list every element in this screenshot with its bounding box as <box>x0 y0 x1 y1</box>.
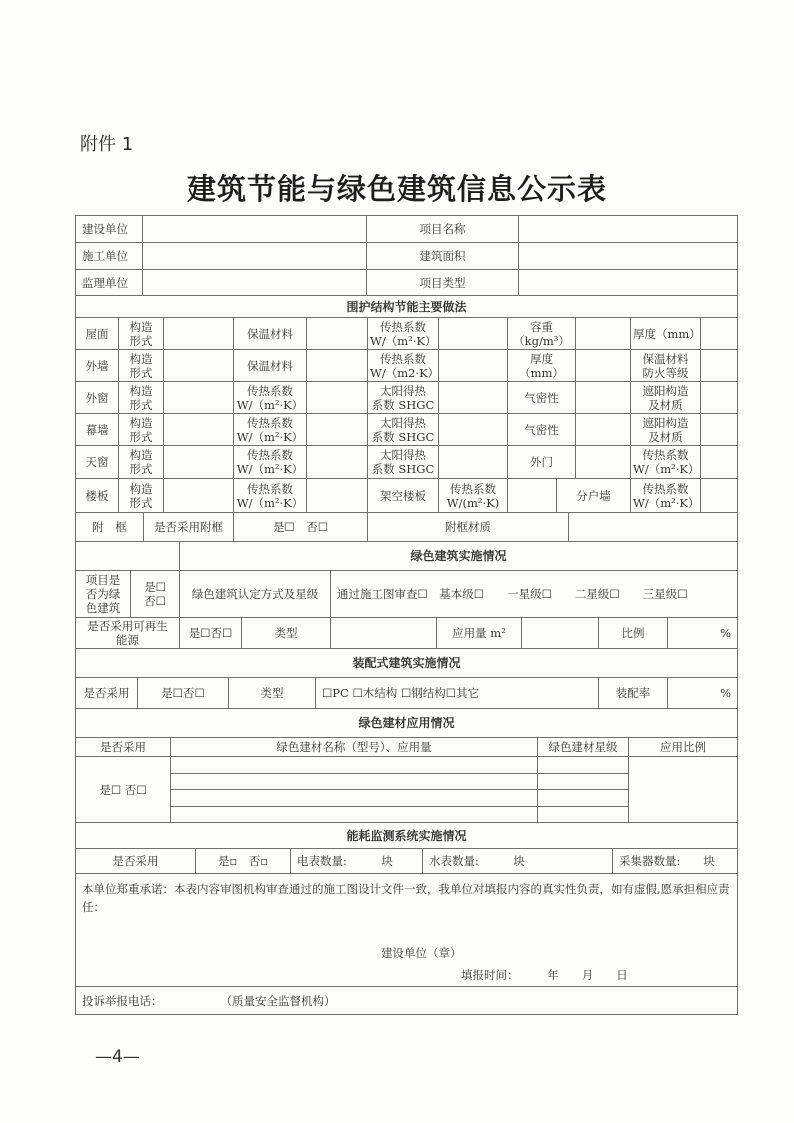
wall-structure-label: 构造 形式 <box>118 349 164 382</box>
seal-label: 建设单位（章） <box>381 946 462 960</box>
curtain-airtight-label: 气密性 <box>507 413 576 446</box>
door-u-field[interactable] <box>700 445 738 479</box>
monitoring-adopt-label: 是否采用 <box>75 848 196 874</box>
section-monitoring: 能耗监测系统实施情况 <box>75 822 738 849</box>
elevated-floor-label: 架空楼板 <box>367 478 439 513</box>
frame-material-field[interactable] <box>568 512 738 542</box>
wall-thickness-label: 厚度 （mm） <box>507 349 576 382</box>
curtain-shgc-label: 太阳得热 系数 SHGC <box>367 413 439 446</box>
skylight-shgc-field[interactable] <box>438 445 508 479</box>
form-title: 建筑节能与绿色建筑信息公示表 <box>186 172 607 206</box>
materials-name-row-2[interactable] <box>170 773 538 790</box>
wall-fire-field[interactable] <box>700 349 738 382</box>
row-floor-name: 楼板 <box>75 478 119 513</box>
elevated-floor-u-label: 传热系数 W/(m²·K) <box>438 478 508 513</box>
electric-meter-count[interactable]: 电表数量: 块 <box>290 848 423 874</box>
curtain-structure-field[interactable] <box>163 413 234 446</box>
field-contractor[interactable] <box>142 242 367 270</box>
materials-col-name: 绿色建材名称（型号）、应用量 <box>170 737 538 757</box>
roof-u-label: 传热系数 W/（m²·K） <box>367 317 439 350</box>
curtain-u-label: 传热系数 W/（m²·K） <box>233 413 307 446</box>
prefab-rate-field[interactable]: % <box>667 677 738 709</box>
party-wall-u-field[interactable] <box>700 478 738 513</box>
prefab-type-label: 类型 <box>228 677 316 709</box>
floor-u-label: 传热系数 W/（m²·K） <box>233 478 307 513</box>
row-curtain-name: 幕墙 <box>75 413 119 446</box>
is-green-label: 项目是 否为绿 色建筑 <box>75 570 131 618</box>
label-contractor: 施工单位 <box>75 242 143 270</box>
complaint-row <box>75 986 738 1015</box>
window-airtight-label: 气密性 <box>507 381 576 414</box>
monitoring-adopt-options[interactable]: 是▫ 否▫ <box>195 848 291 874</box>
renewable-type-field[interactable] <box>330 617 437 649</box>
field-project-type[interactable] <box>518 269 738 296</box>
wall-insulation-field[interactable] <box>306 349 368 382</box>
curtain-shgc-field[interactable] <box>438 413 508 446</box>
section-materials: 绿色建材应用情况 <box>75 708 738 738</box>
renewable-amount-label: 应用量 m² <box>436 617 522 649</box>
exterior-door-label: 外门 <box>507 445 576 479</box>
materials-name-row-3[interactable] <box>170 789 538 807</box>
curtain-structure-label: 构造 形式 <box>118 413 164 446</box>
row-skylight-name: 天窗 <box>75 445 119 479</box>
field-construction-unit[interactable] <box>142 215 367 243</box>
row-wall-name: 外墙 <box>75 349 119 382</box>
materials-col-adopt: 是否采用 <box>75 737 171 757</box>
wall-thickness-field[interactable] <box>575 349 631 382</box>
wall-u-label: 传热系数 W/（m2·K） <box>367 349 439 382</box>
window-shading-label: 遮阳构造 及材质 <box>630 381 701 414</box>
roof-density-label: 容重 （kg/m³） <box>507 317 576 350</box>
exterior-door-field[interactable] <box>575 445 631 479</box>
materials-name-row-4[interactable] <box>170 806 538 823</box>
skylight-u-label: 传热系数 W/（m²·K） <box>233 445 307 479</box>
materials-col-star: 绿色建材星级 <box>537 737 629 757</box>
label-project-name: 项目名称 <box>366 215 519 243</box>
fill-date[interactable]: 填报时间： 年 月 日 <box>461 968 628 982</box>
row-window-name: 外窗 <box>75 381 119 414</box>
party-wall-label: 分户墙 <box>556 478 631 513</box>
roof-structure-label: 构造 形式 <box>118 317 164 350</box>
section-green: 绿色建筑实施情况 <box>179 541 738 571</box>
materials-adopt-options[interactable]: 是☐ 否☐ <box>75 756 171 823</box>
green-header-blank <box>75 541 180 571</box>
floor-structure-label: 构造 形式 <box>118 478 164 513</box>
roof-u-field[interactable] <box>438 317 508 350</box>
commitment-box <box>75 873 738 987</box>
label-construction-unit: 建设单位 <box>75 215 143 243</box>
materials-star-row-1[interactable] <box>537 756 629 774</box>
frame-question: 是否采用附框 <box>143 512 234 542</box>
roof-insulation-label: 保温材料 <box>233 317 307 350</box>
prefab-type-options[interactable]: ☐PC ☐木结构 ☐钢结构☐其它 <box>315 677 599 709</box>
prefab-rate-label: 装配率 <box>598 677 668 709</box>
attachment-label: 附件 1 <box>80 134 134 155</box>
field-building-area[interactable] <box>518 242 738 270</box>
curtain-shading-label: 遮阳构造 及材质 <box>630 413 701 446</box>
floor-u-field[interactable] <box>306 478 368 513</box>
materials-ratio-field[interactable] <box>628 756 738 823</box>
roof-insulation-field[interactable] <box>306 317 368 350</box>
collector-count[interactable]: 采集器数量: 块 <box>612 848 738 874</box>
label-project-type: 项目类型 <box>366 269 519 296</box>
materials-star-row-4[interactable] <box>537 806 629 823</box>
label-supervisor: 监理单位 <box>75 269 143 296</box>
wall-insulation-label: 保温材料 <box>233 349 307 382</box>
section-envelope: 围护结构节能主要做法 <box>75 295 738 318</box>
field-supervisor[interactable] <box>142 269 367 296</box>
curtain-u-field[interactable] <box>306 413 368 446</box>
frame-material-label: 附框材质 <box>367 512 569 542</box>
commitment-text: 本单位郑重承诺：本表内容审图机构审查通过的施工图设计文件一致，我单位对填报内容的真实性负责，如有虚假,愿承担相应责任： <box>82 882 730 914</box>
cert-options[interactable]: 通过施工图审查☐ 基本级☐ 一星级☐ 二星级☐ 三星级☐ <box>330 570 738 618</box>
prefab-adopt-label: 是否采用 <box>75 677 138 709</box>
window-structure-label: 构造 形式 <box>118 381 164 414</box>
skylight-u-field[interactable] <box>306 445 368 479</box>
skylight-shgc-label: 太阳得热 系数 SHGC <box>367 445 439 479</box>
window-structure-field[interactable] <box>163 381 234 414</box>
floor-structure-field[interactable] <box>163 478 234 513</box>
row-roof-name: 屋面 <box>75 317 119 350</box>
frame-options[interactable]: 是☐ 否☐ <box>233 512 368 542</box>
materials-name-row-1[interactable] <box>170 756 538 774</box>
renewable-options[interactable]: 是☐否☐ <box>179 617 242 649</box>
water-meter-count[interactable]: 水表数量: 块 <box>422 848 613 874</box>
renewable-type-label: 类型 <box>241 617 331 649</box>
wall-structure-field[interactable] <box>163 349 234 382</box>
materials-col-ratio: 应用比例 <box>628 737 738 757</box>
window-shading-field[interactable] <box>700 381 738 414</box>
complaint-org: （质量安全监督机构） <box>220 993 336 1008</box>
renewable-ratio-label: 比例 <box>598 617 668 649</box>
roof-density-field[interactable] <box>575 317 631 350</box>
renewable-ratio-field[interactable]: % <box>667 617 738 649</box>
roof-structure-field[interactable] <box>163 317 234 350</box>
cert-label: 绿色建筑认定方式及星级 <box>179 570 331 618</box>
page-number: —4— <box>95 1047 140 1067</box>
roof-thickness-field[interactable] <box>700 317 738 350</box>
skylight-structure-field[interactable] <box>163 445 234 479</box>
window-u-label: 传热系数 W/（m²·K） <box>233 381 307 414</box>
renewable-label: 是否采用可再生 能源 <box>75 617 180 649</box>
is-green-options[interactable]: 是☐ 否☐ <box>130 570 180 618</box>
field-project-name[interactable] <box>518 215 738 243</box>
materials-star-row-2[interactable] <box>537 773 629 790</box>
window-shgc-label: 太阳得热 系数 SHGC <box>367 381 439 414</box>
renewable-amount-field[interactable] <box>521 617 599 649</box>
curtain-airtight-field[interactable] <box>575 413 631 446</box>
materials-star-row-3[interactable] <box>537 789 629 807</box>
row-frame-name: 附 框 <box>75 512 144 542</box>
section-prefab: 装配式建筑实施情况 <box>75 648 738 678</box>
door-u-label: 传热系数 W/（m²·K） <box>630 445 701 479</box>
curtain-shading-field[interactable] <box>700 413 738 446</box>
window-shgc-field[interactable] <box>438 381 508 414</box>
roof-thickness-label: 厚度（mm） <box>630 317 701 350</box>
complaint-label: 投诉举报电话： <box>82 993 163 1008</box>
elevated-floor-u-field[interactable] <box>507 478 557 513</box>
label-building-area: 建筑面积 <box>366 242 519 270</box>
wall-u-field[interactable] <box>438 349 508 382</box>
party-wall-u-label: 传热系数 W/（m²·K） <box>630 478 701 513</box>
window-airtight-field[interactable] <box>575 381 631 414</box>
window-u-field[interactable] <box>306 381 368 414</box>
prefab-adopt-options[interactable]: 是☐否☐ <box>137 677 229 709</box>
wall-fire-label: 保温材料 防火等级 <box>630 349 701 382</box>
skylight-structure-label: 构造 形式 <box>118 445 164 479</box>
